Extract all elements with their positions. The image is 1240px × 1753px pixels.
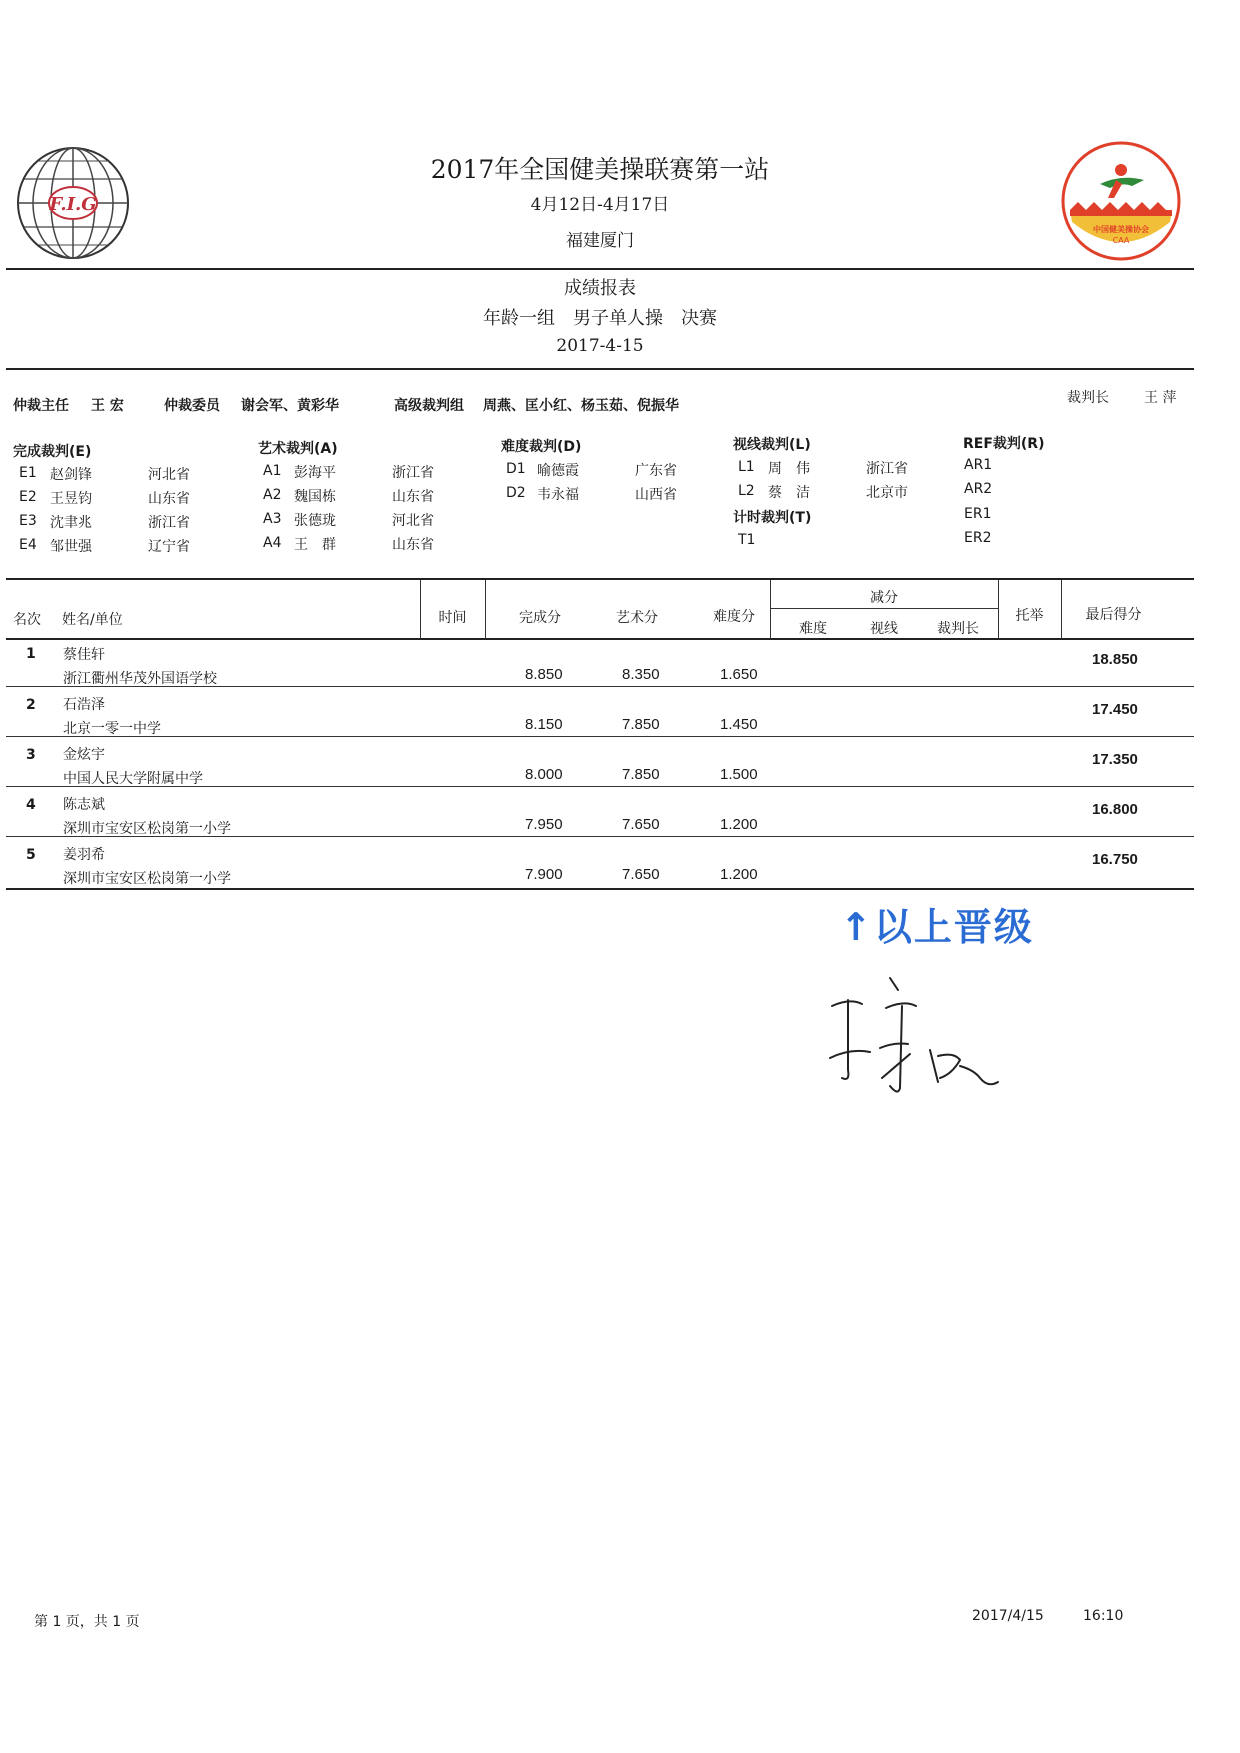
th-ded-line: 视线 [870,621,898,637]
header-divider [6,268,1194,270]
row-execution: 8.000 [525,766,563,783]
judge-province: 浙江省 [148,515,190,531]
event-dates: 4月12日-4月17日 [530,195,670,215]
judge-code: E3 [19,513,37,529]
jury-president: 王 宏 [91,398,124,414]
judge-name: 张德珑 [294,513,336,529]
judge-code: L1 [738,459,755,475]
row-artistic: 7.850 [622,716,660,733]
row-divider [6,736,1194,737]
judge-name: 蔡 洁 [768,485,810,501]
judge-name: 周 伟 [768,461,810,477]
row-difficulty: 1.650 [720,666,758,683]
judge-code: D2 [506,485,526,501]
judge-name: 邹世强 [50,539,92,555]
row-name: 石浩泽 [63,697,105,713]
judge-code: A4 [263,535,282,551]
handwritten-signature [820,970,1010,1120]
row-artistic: 7.650 [622,866,660,883]
officials-divider [6,368,1194,370]
judge-province: 浙江省 [866,461,908,477]
promotion-text: 以上晋级 [873,905,1034,949]
th-artistic: 艺术分 [616,610,658,626]
row-unit: 深圳市宝安区松岗第一小学 [63,871,231,887]
row-unit: 中国人民大学附属中学 [63,771,203,787]
chief-judge-label: 裁判长 [1067,390,1109,406]
judge-code: E1 [19,465,37,481]
ref-code: AR2 [964,481,993,497]
row-divider [6,686,1194,687]
row-rank: 1 [26,646,36,662]
event-title: 2017年全国健美操联赛第一站 [430,155,770,184]
row-rank: 2 [26,697,36,713]
judge-name: 喻德霞 [537,463,579,479]
row-name: 蔡佳轩 [63,647,105,663]
page-indicator: 第 1 页，共 1 页 [34,1614,140,1630]
judge-province: 广东省 [635,463,677,479]
judge-name: 彭海平 [294,465,336,481]
row-difficulty: 1.450 [720,716,758,733]
row-artistic: 7.650 [622,816,660,833]
judge-code: L2 [738,483,755,499]
row-name: 姜羽希 [63,847,105,863]
svg-text:F.I.G: F.I.G [49,194,97,215]
panel-artistic-label: 艺术裁判(A) [258,441,338,457]
judge-code: E2 [19,489,37,505]
judge-code: A3 [263,511,282,527]
row-execution: 8.150 [525,716,563,733]
row-final: 16.750 [1092,851,1138,868]
panel-ref-label: REF裁判(R) [963,436,1045,452]
row-difficulty: 1.500 [720,766,758,783]
row-artistic: 7.850 [622,766,660,783]
th-rank: 名次 [13,612,41,628]
row-final: 17.450 [1092,701,1138,718]
chief-judge: 王 萍 [1144,390,1177,406]
svg-text:中国健美操协会: 中国健美操协会 [1093,225,1149,234]
promotion-stamp [840,896,1034,951]
judge-code: T1 [738,532,756,548]
judge-province: 山东省 [392,489,434,505]
judge-name: 王 群 [294,537,336,553]
row-difficulty: 1.200 [720,866,758,883]
ref-code: AR1 [964,457,993,473]
col-divider [485,580,486,639]
judge-code: A2 [263,487,282,503]
row-unit: 浙江衢州华茂外国语学校 [63,671,217,687]
svg-text:CAA: CAA [1112,236,1130,245]
row-unit: 深圳市宝安区松岗第一小学 [63,821,231,837]
ref-code: ER2 [964,530,992,546]
row-artistic: 8.350 [622,666,660,683]
th-time: 时间 [438,610,467,626]
row-difficulty: 1.200 [720,816,758,833]
judge-name: 沈聿兆 [50,515,92,531]
table-bottom-border [6,888,1194,890]
row-final: 18.850 [1092,651,1138,668]
table-header-bottom [6,638,1194,640]
row-final: 17.350 [1092,751,1138,768]
judge-province: 浙江省 [392,465,434,481]
row-unit: 北京一零一中学 [63,721,161,737]
event-location: 福建厦门 [566,231,634,251]
row-rank: 4 [26,797,36,813]
jury-members-label: 仲裁委员 [164,398,220,414]
report-date: 2017-4-15 [556,336,644,356]
row-divider [6,836,1194,837]
judge-code: D1 [506,461,526,477]
judge-name: 赵剑锋 [50,467,92,483]
row-execution: 7.950 [525,816,563,833]
th-deduction: 减分 [870,590,898,606]
th-name: 姓名/单位 [62,612,123,628]
jury-members: 谢会军、黄彩华 [241,398,339,414]
th-final: 最后得分 [1085,607,1142,623]
judge-province: 山东省 [392,537,434,553]
panel-difficulty-label: 难度裁判(D) [501,439,582,455]
row-name: 陈志斌 [63,797,105,813]
judge-name: 魏国栋 [294,489,336,505]
th-ded-chief: 裁判长 [937,621,979,637]
deduction-subdivider [771,608,998,609]
fig-logo [14,144,132,262]
th-difficulty: 难度分 [713,609,755,625]
report-category: 年龄一组 男子单人操 决赛 [483,308,717,329]
judge-name: 王昱钧 [50,491,92,507]
jury-president-label: 仲裁主任 [13,398,69,414]
row-execution: 7.900 [525,866,563,883]
caa-logo [1060,140,1182,262]
superior-jury-label: 高级裁判组 [394,398,464,414]
print-date: 2017/4/15 [972,1608,1044,1624]
th-ded-difficulty: 难度 [799,621,827,637]
judge-province: 河北省 [392,513,434,529]
th-lift: 托举 [1015,608,1044,624]
report-title: 成绩报表 [564,278,636,299]
judge-name: 韦永福 [537,487,579,503]
judge-code: E4 [19,537,37,553]
th-execution: 完成分 [519,610,561,626]
judge-province: 北京市 [866,485,908,501]
panel-line-label: 视线裁判(L) [733,437,811,453]
superior-jury: 周燕、匡小红、杨玉茹、倪振华 [483,398,679,414]
row-rank: 5 [26,847,36,863]
judge-code: A1 [263,463,282,479]
row-execution: 8.850 [525,666,563,683]
panel-execution-label: 完成裁判(E) [13,444,92,460]
table-top-border [6,578,1194,580]
row-final: 16.800 [1092,801,1138,818]
panel-time-label: 计时裁判(T) [733,510,812,526]
judge-province: 河北省 [148,467,190,483]
row-rank: 3 [26,747,36,763]
up-arrow-icon: ↑ [840,905,874,949]
row-name: 金炫宇 [63,747,105,763]
judge-province: 山东省 [148,491,190,507]
row-divider [6,786,1194,787]
ref-code: ER1 [964,506,992,522]
judge-province: 山西省 [635,487,677,503]
print-time: 16:10 [1083,1608,1124,1624]
judge-province: 辽宁省 [148,539,190,555]
